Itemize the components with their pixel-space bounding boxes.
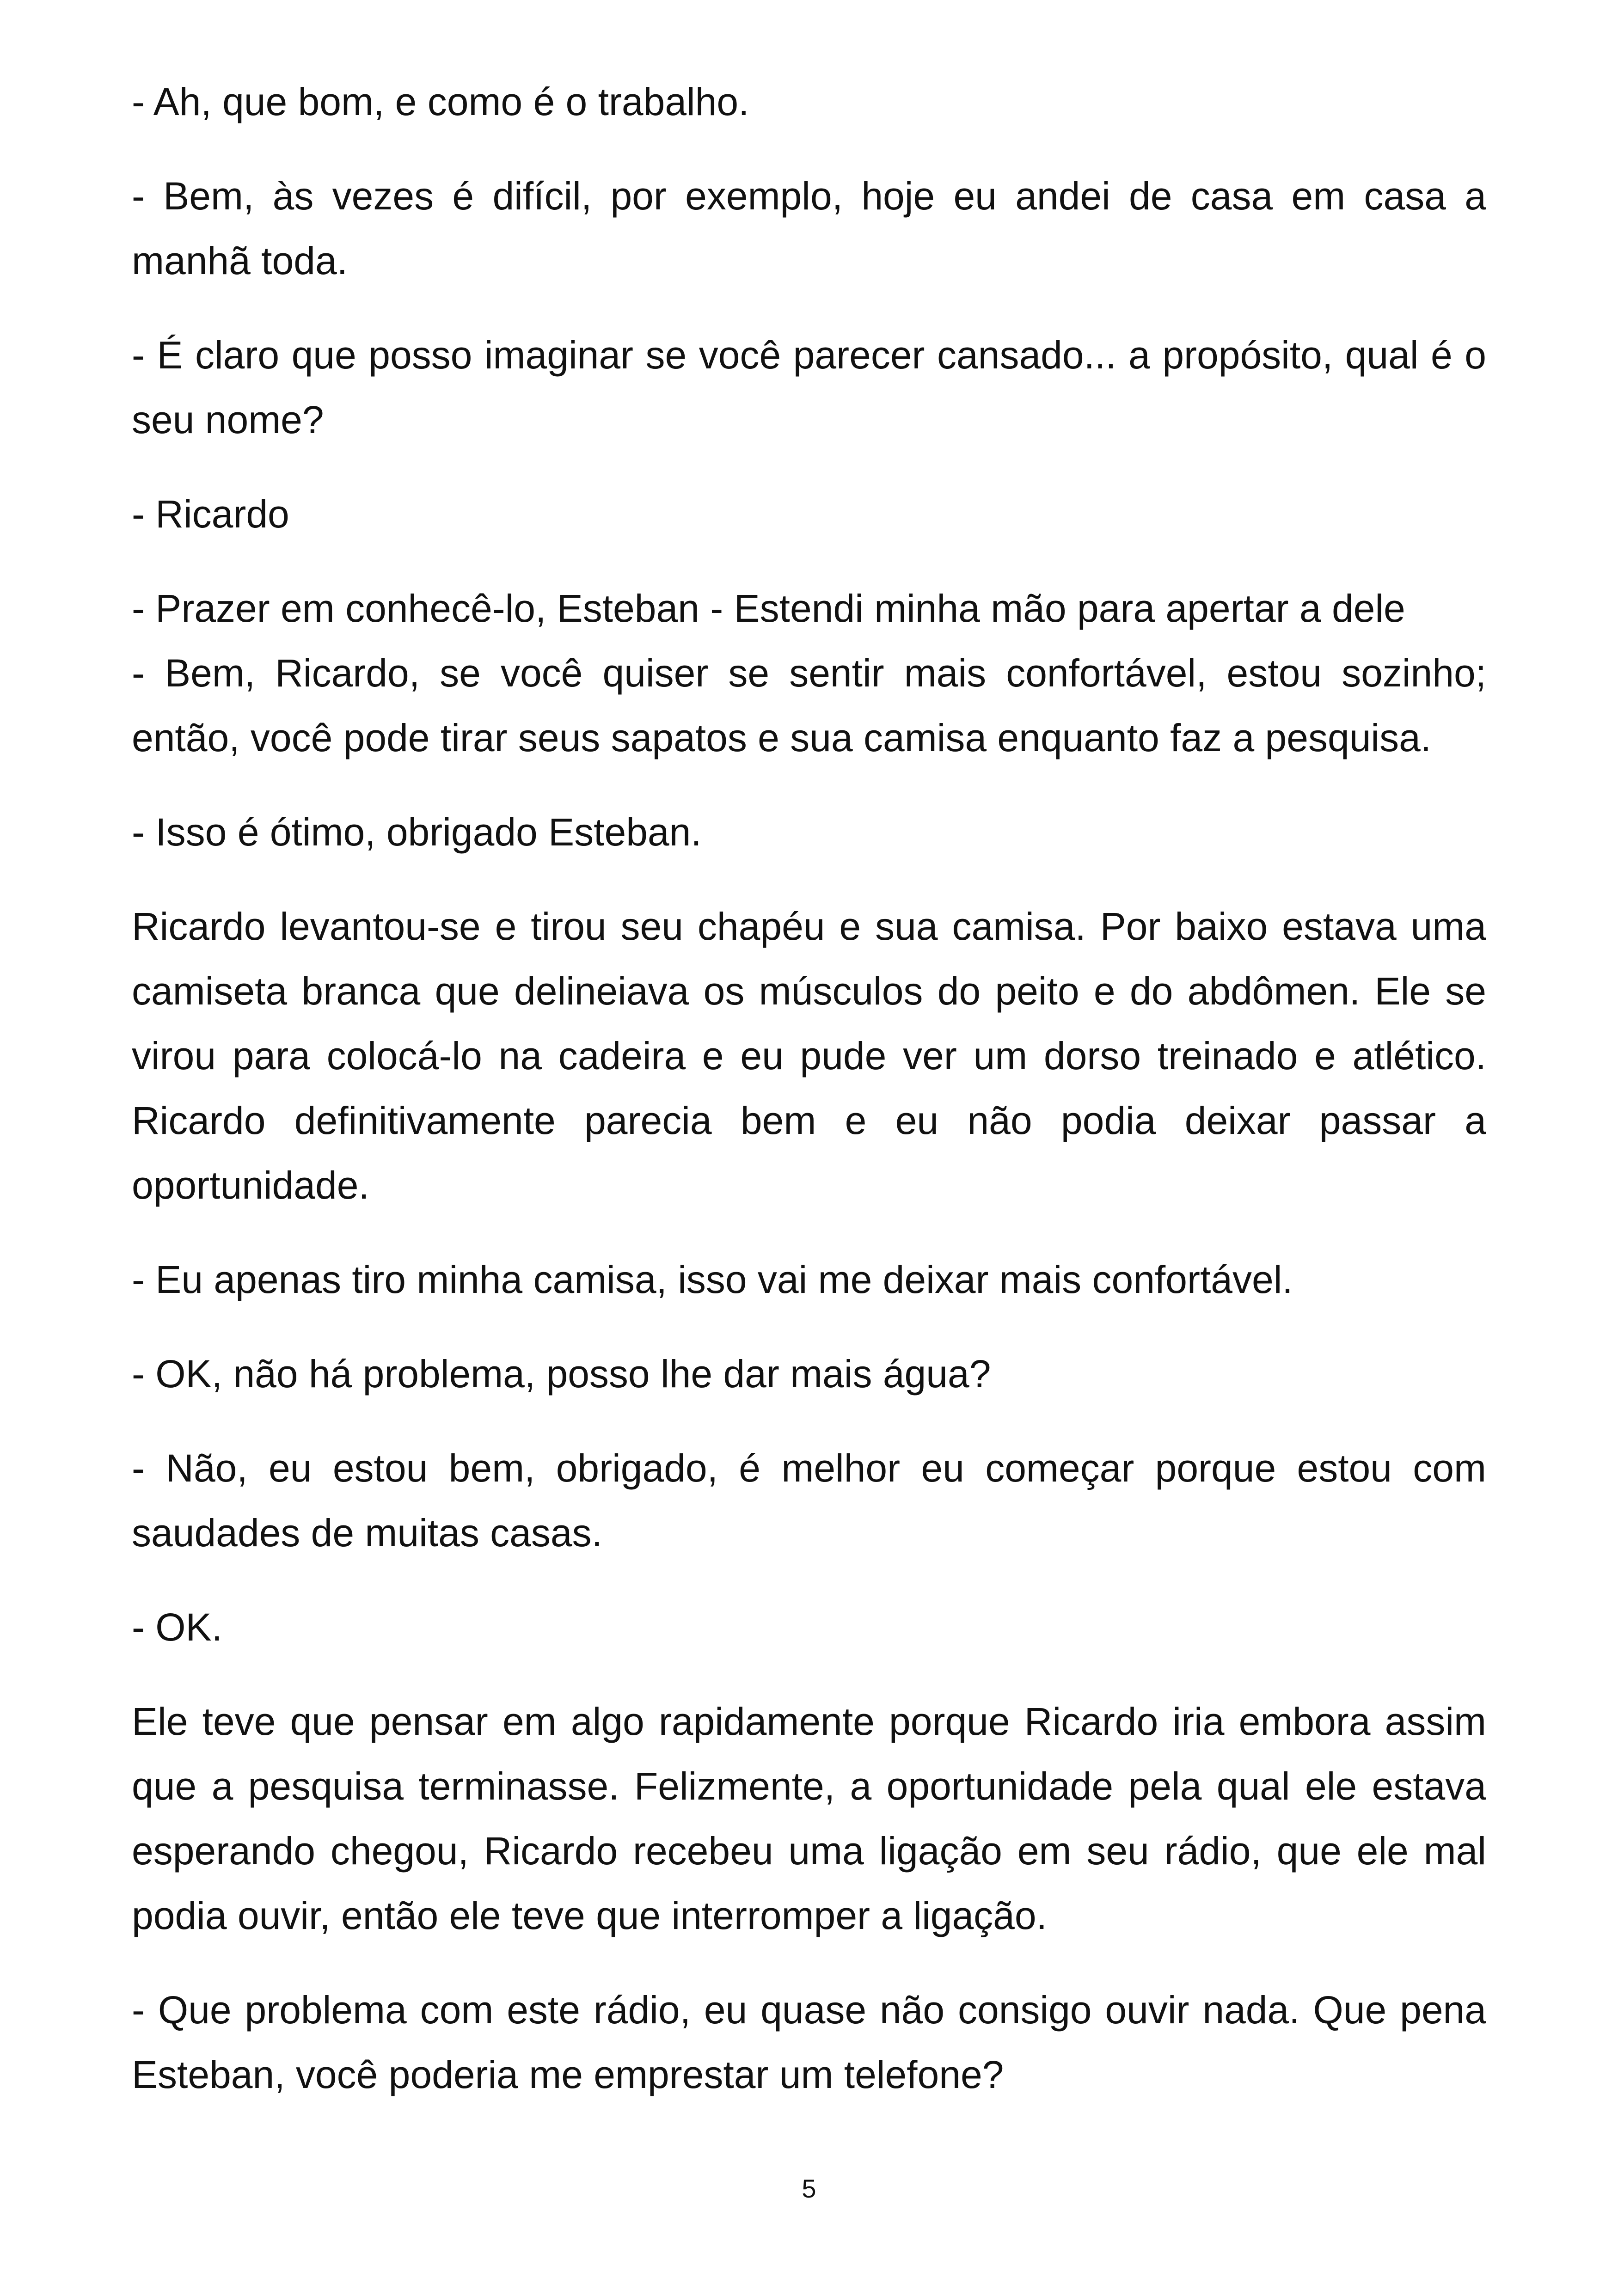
paragraph: Ricardo levantou-se e tirou seu chapéu e sua camisa. Por baixo estava uma camiseta branca que delineiava os músculos do peito e do abdômen. Ele se virou para colocá-lo na cadeira e eu pude ver um dorso treinado e atlético. Ricardo definitivamente parecia bem e eu não podia deixar passar a oportunidade. xyxy=(132,905,1486,1207)
paragraph: - Isso é ótimo, obrigado Esteban. xyxy=(132,810,702,854)
paragraph: - É claro que posso imaginar se você parecer cansado... a propósito, qual é o seu nome? xyxy=(132,333,1486,441)
paragraph: - OK, não há problema, posso lhe dar mais água? xyxy=(132,1352,991,1396)
document-body xyxy=(132,69,1486,2137)
paragraph: - Ah, que bom, e como é o trabalho. xyxy=(132,80,749,123)
paragraph: - Eu apenas tiro minha camisa, isso vai me deixar mais confortável. xyxy=(132,1258,1293,1301)
paragraph: Ele teve que pensar em algo rapidamente porque Ricardo iria embora assim que a pesquisa terminasse. Felizmente, a oportunidade pela qual ele estava esperando chegou, Ricardo recebeu uma ligação em seu rádio, que ele mal podia ouvir, então ele teve que interromper a ligação. xyxy=(132,1700,1486,1937)
paragraph: - Que problema com este rádio, eu quase não consigo ouvir nada. Que pena Esteban, você poderia me emprestar um telefone? xyxy=(132,1988,1486,2096)
paragraph: - OK. xyxy=(132,1605,223,1649)
page-number: 5 xyxy=(802,2174,816,2203)
paragraph: - Ricardo xyxy=(132,492,289,536)
paragraph: - Bem, Ricardo, se você quiser se sentir mais confortável, estou sozinho; então, você pode tirar seus sapatos e sua camisa enquanto faz a pesquisa. xyxy=(132,651,1486,759)
paragraph: - Prazer em conhecê-lo, Esteban - Estendi minha mão para apertar a dele xyxy=(132,587,1405,630)
paragraph: - Não, eu estou bem, obrigado, é melhor eu começar porque estou com saudades de muitas casas. xyxy=(132,1446,1486,1555)
paragraph: - Bem, às vezes é difícil, por exemplo, hoje eu andei de casa em casa a manhã toda. xyxy=(132,174,1486,282)
